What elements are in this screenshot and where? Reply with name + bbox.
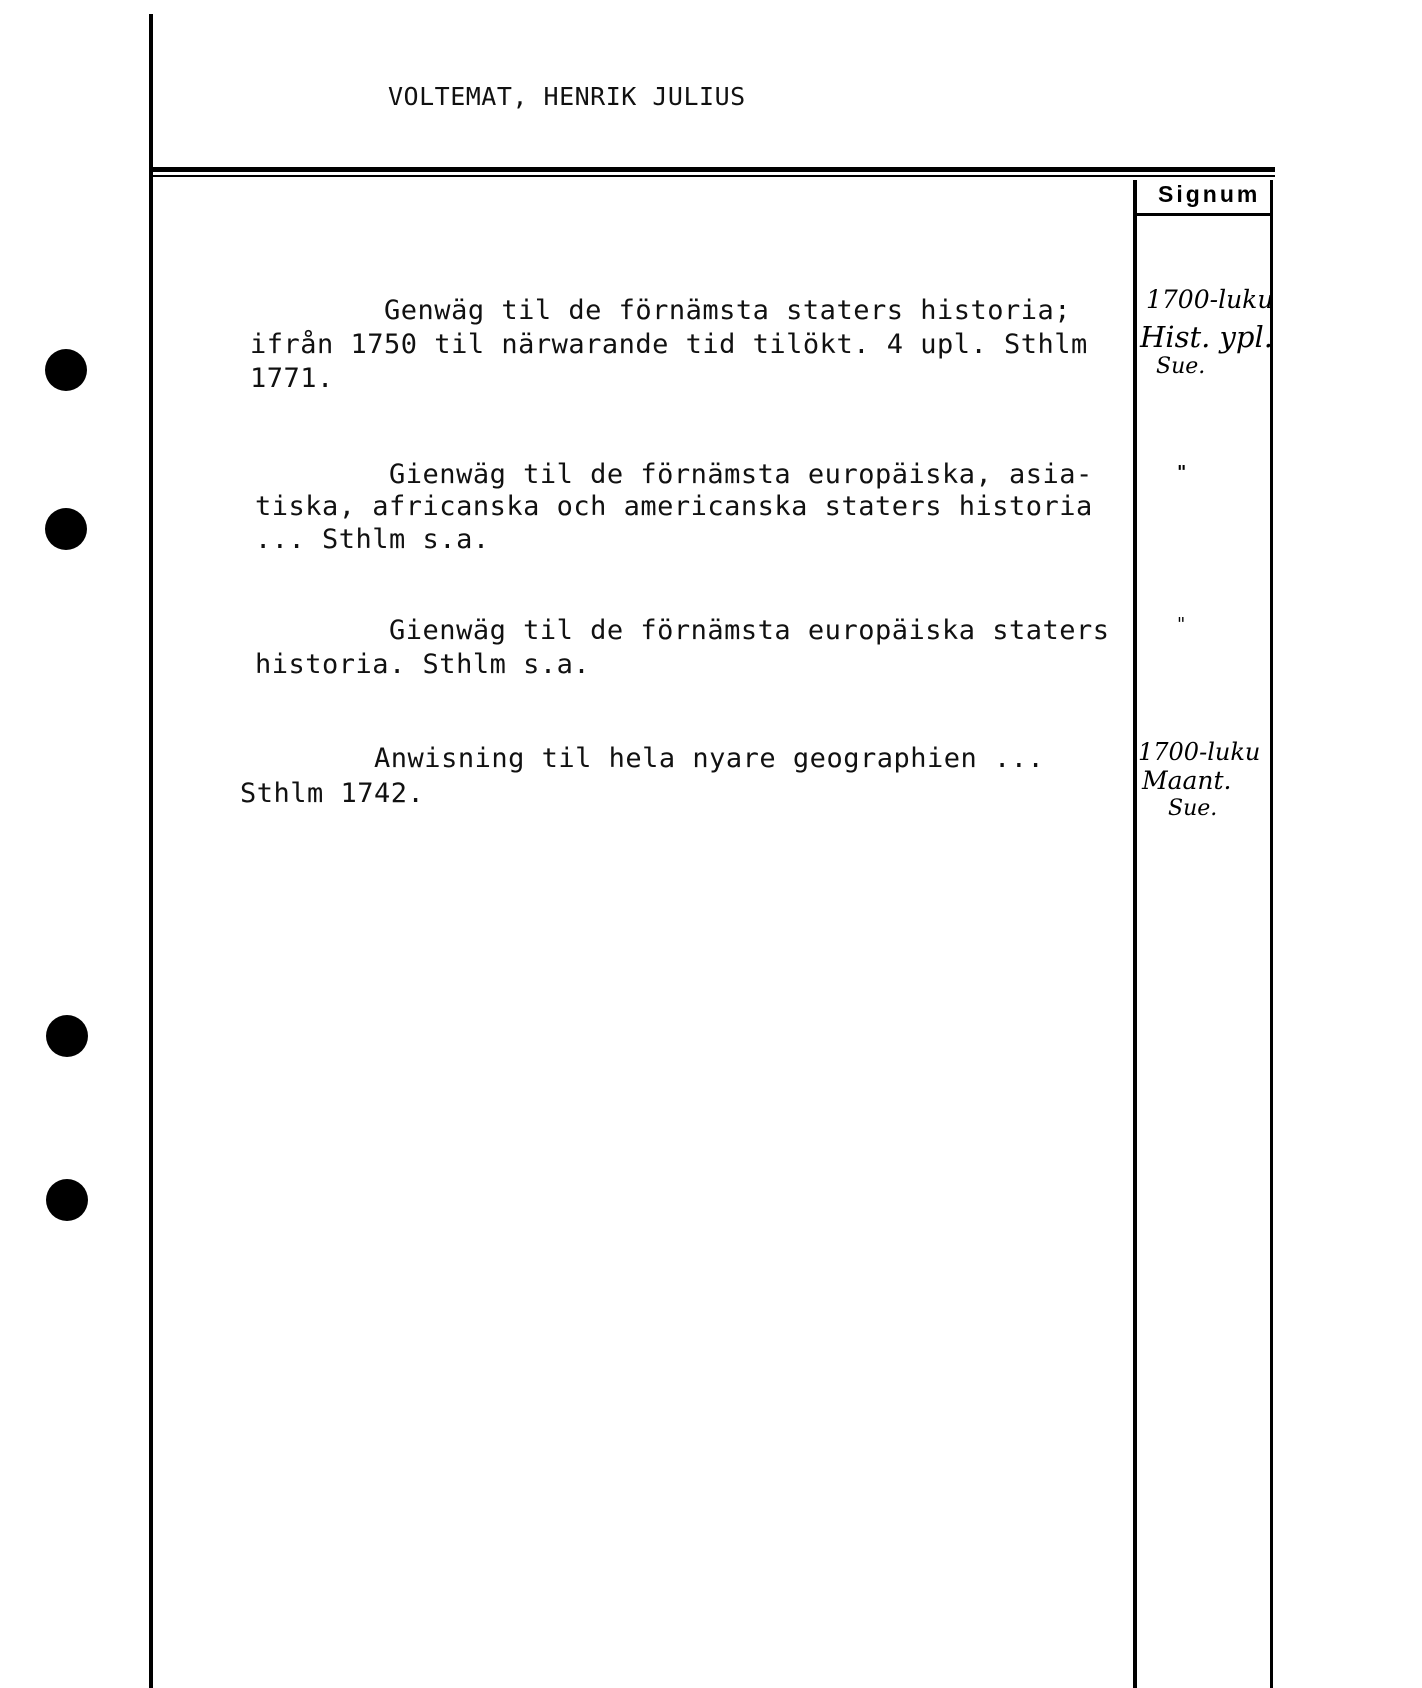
entry-2-signum-ditto: "	[1177, 462, 1187, 483]
entry-3-line-1: Gienwäg til de förnämsta europäiska staters	[255, 615, 1110, 646]
header-rule-thin	[153, 175, 1275, 177]
entry-2-line-1: Gienwäg til de förnämsta europäiska, asia-	[255, 459, 1093, 490]
header-rule-thick	[153, 167, 1275, 172]
entry-4-line-2: Sthlm 1742.	[240, 778, 425, 809]
entry-4-signum-3: Sue.	[1168, 796, 1218, 821]
entry-3-signum-ditto: "	[1177, 614, 1186, 635]
entry-1-signum-1: 1700-luku	[1146, 285, 1274, 314]
entry-1-line-2: ifrån 1750 til närwarande tid tilökt. 4 upl. Sthlm	[250, 329, 1088, 360]
left-margin-line	[149, 14, 153, 1688]
entry-3-line-2: historia. Sthlm s.a.	[255, 649, 591, 680]
entry-1-line-3: 1771.	[250, 363, 334, 394]
punch-hole-2	[45, 508, 87, 550]
entry-2-line-3: ... Sthlm s.a.	[255, 524, 490, 555]
entry-2-line-2: tiska, africanska och americanska staters historia	[255, 491, 1093, 522]
entry-4-line-1: Anwisning til hela nyare geographien ...	[240, 743, 1045, 774]
card-heading: VOLTEMAT, HENRIK JULIUS	[388, 82, 746, 111]
signum-column-right-line	[1270, 180, 1273, 1688]
punch-hole-4	[46, 1179, 88, 1221]
entry-4-signum-1: 1700-luku	[1138, 738, 1261, 766]
entry-1-signum-2: Hist. ypl.	[1140, 320, 1273, 354]
entry-1-line-1: Genwäg til de förnämsta staters historia;	[250, 295, 1072, 326]
punch-hole-1	[45, 349, 87, 391]
signum-column-left-line	[1133, 180, 1137, 1688]
signum-header-rule	[1135, 213, 1271, 216]
entry-1-signum-3: Sue.	[1156, 354, 1206, 379]
punch-hole-3	[46, 1015, 88, 1057]
entry-4-signum-2: Maant.	[1142, 766, 1232, 795]
signum-header: Signum	[1158, 181, 1261, 207]
